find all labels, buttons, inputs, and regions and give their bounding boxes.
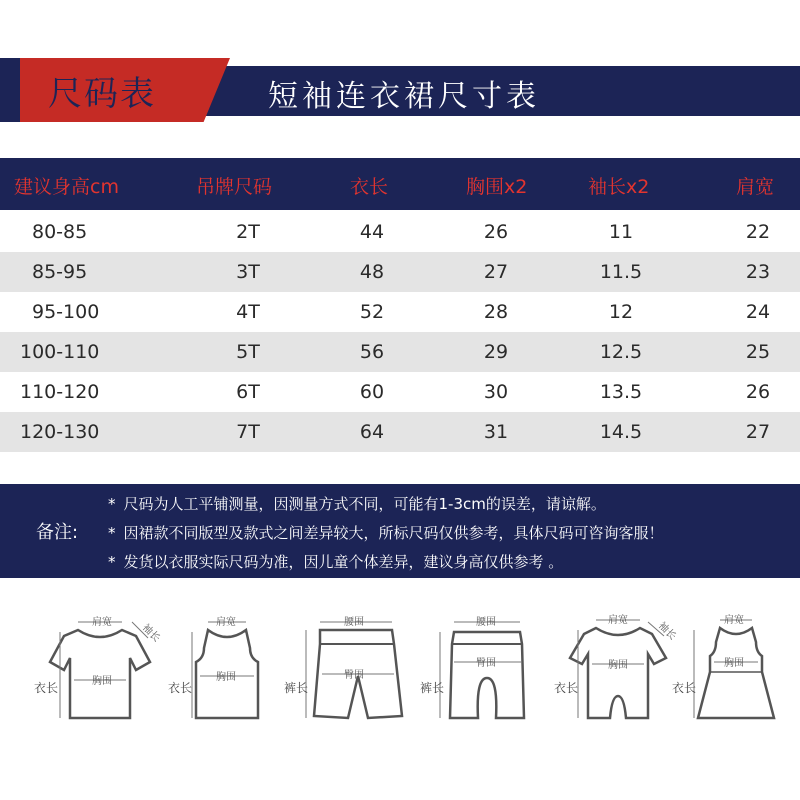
cell-height: 100-110 (20, 341, 100, 363)
shorts-icon (284, 600, 410, 730)
dress-diagram (672, 600, 786, 730)
cell-length: 48 (359, 261, 385, 283)
cell-shoulder: 23 (745, 261, 771, 283)
table-row (0, 412, 800, 452)
cell-length: 56 (359, 341, 385, 363)
note-item (108, 493, 606, 514)
note-item (108, 551, 563, 572)
bullet-star: * (108, 553, 116, 571)
label-hip: 臀围 (344, 670, 364, 681)
romper-diagram (556, 600, 676, 730)
cell-tag-size: 5T (236, 341, 260, 363)
cell-height: 85-95 (32, 261, 88, 283)
cell-sleeve: 11 (608, 221, 634, 243)
label-chest: 胸围 (216, 672, 236, 683)
cell-height: 95-100 (32, 301, 100, 323)
cell-chest: 29 (483, 341, 509, 363)
cell-chest: 31 (483, 421, 509, 443)
bullet-star: * (108, 524, 116, 542)
cell-shoulder: 22 (745, 221, 771, 243)
cell-height: 110-120 (20, 381, 100, 403)
label-waist: 腰围 (476, 617, 496, 628)
note-text: 尺码为人工平铺测量，因测量方式不同，可能有1-3cm的误差，请谅解。 (123, 495, 606, 513)
banner-left-edge (0, 58, 20, 122)
note-text: 因裙款不同版型及款式之间差异较大，所标尺码仅供参考，具体尺码可咨询客服！ (123, 524, 664, 542)
col-header-height: 建议身高cm (14, 176, 119, 198)
label-shoulder: 肩宽 (608, 615, 628, 626)
bullet-star: * (108, 495, 116, 513)
note-item (108, 522, 664, 543)
label-chest: 胸围 (92, 676, 112, 687)
pants-diagram (420, 600, 534, 730)
cell-height: 80-85 (32, 221, 88, 243)
col-header-tag-size: 吊牌尺码 (196, 176, 273, 198)
size-table (0, 158, 800, 452)
cell-sleeve: 13.5 (599, 381, 643, 403)
cell-sleeve: 14.5 (599, 421, 643, 443)
table-header (0, 158, 800, 210)
dress-icon (672, 600, 786, 730)
col-header-chest: 胸围x2 (466, 176, 528, 198)
shorts-diagram (284, 600, 410, 730)
label-shoulder: 肩宽 (724, 615, 744, 626)
cell-chest: 27 (483, 261, 509, 283)
cell-tag-size: 6T (236, 381, 260, 403)
cell-tag-size: 3T (236, 261, 260, 283)
tshirt-diagram (34, 600, 164, 730)
label-length: 衣长 (672, 681, 697, 695)
label-length: 衣长 (168, 681, 193, 695)
label-length: 衣长 (34, 681, 59, 695)
label-chest: 胸围 (724, 658, 744, 669)
cell-sleeve: 12.5 (599, 341, 643, 363)
note-text: 发货以衣服实际尺码为准，因儿童个体差异，建议身高仅供参考 。 (123, 553, 564, 571)
page-title: 短袖连衣裙尺寸表 (268, 79, 540, 114)
pants-icon (420, 600, 534, 730)
table-row (0, 372, 800, 412)
label-length: 裤长 (420, 681, 445, 695)
label-sleeve: 袖长 (655, 620, 678, 643)
measurement-diagrams (0, 600, 800, 730)
table-row (0, 332, 800, 372)
notes-label: 备注: (36, 522, 79, 543)
label-shoulder: 肩宽 (92, 617, 112, 628)
cell-length: 60 (359, 381, 385, 403)
col-header-length: 衣长 (350, 176, 389, 198)
cell-chest: 30 (483, 381, 509, 403)
label-chest: 胸围 (608, 660, 628, 671)
badge-title: 尺码表 (48, 74, 156, 114)
cell-chest: 28 (483, 301, 509, 323)
cell-chest: 26 (483, 221, 509, 243)
cell-sleeve: 11.5 (599, 261, 643, 283)
tank-diagram (170, 600, 270, 730)
cell-shoulder: 26 (745, 381, 771, 403)
tank-top-icon (170, 600, 270, 730)
label-length: 衣长 (554, 681, 579, 695)
label-sleeve: 袖长 (139, 622, 162, 645)
label-hip: 臀围 (476, 658, 496, 669)
cell-shoulder: 24 (745, 301, 771, 323)
table-row (0, 252, 800, 292)
table-row (0, 212, 800, 252)
cell-height: 120-130 (20, 421, 100, 443)
header-banner (0, 58, 800, 120)
cell-shoulder: 25 (745, 341, 771, 363)
label-shoulder: 肩宽 (216, 617, 236, 628)
label-waist: 腰围 (344, 617, 364, 628)
col-header-sleeve: 袖长x2 (588, 176, 650, 198)
notes-panel (0, 484, 800, 578)
cell-length: 44 (359, 221, 385, 243)
cell-shoulder: 27 (745, 421, 771, 443)
cell-length: 64 (359, 421, 385, 443)
cell-tag-size: 7T (236, 421, 260, 443)
col-header-shoulder: 肩宽 (736, 176, 775, 198)
cell-tag-size: 2T (236, 221, 260, 243)
table-row (0, 292, 800, 332)
romper-icon (556, 600, 676, 730)
cell-tag-size: 4T (236, 301, 260, 323)
label-length: 裤长 (284, 681, 309, 695)
cell-sleeve: 12 (608, 301, 634, 323)
tshirt-icon (34, 600, 164, 730)
cell-length: 52 (359, 301, 385, 323)
